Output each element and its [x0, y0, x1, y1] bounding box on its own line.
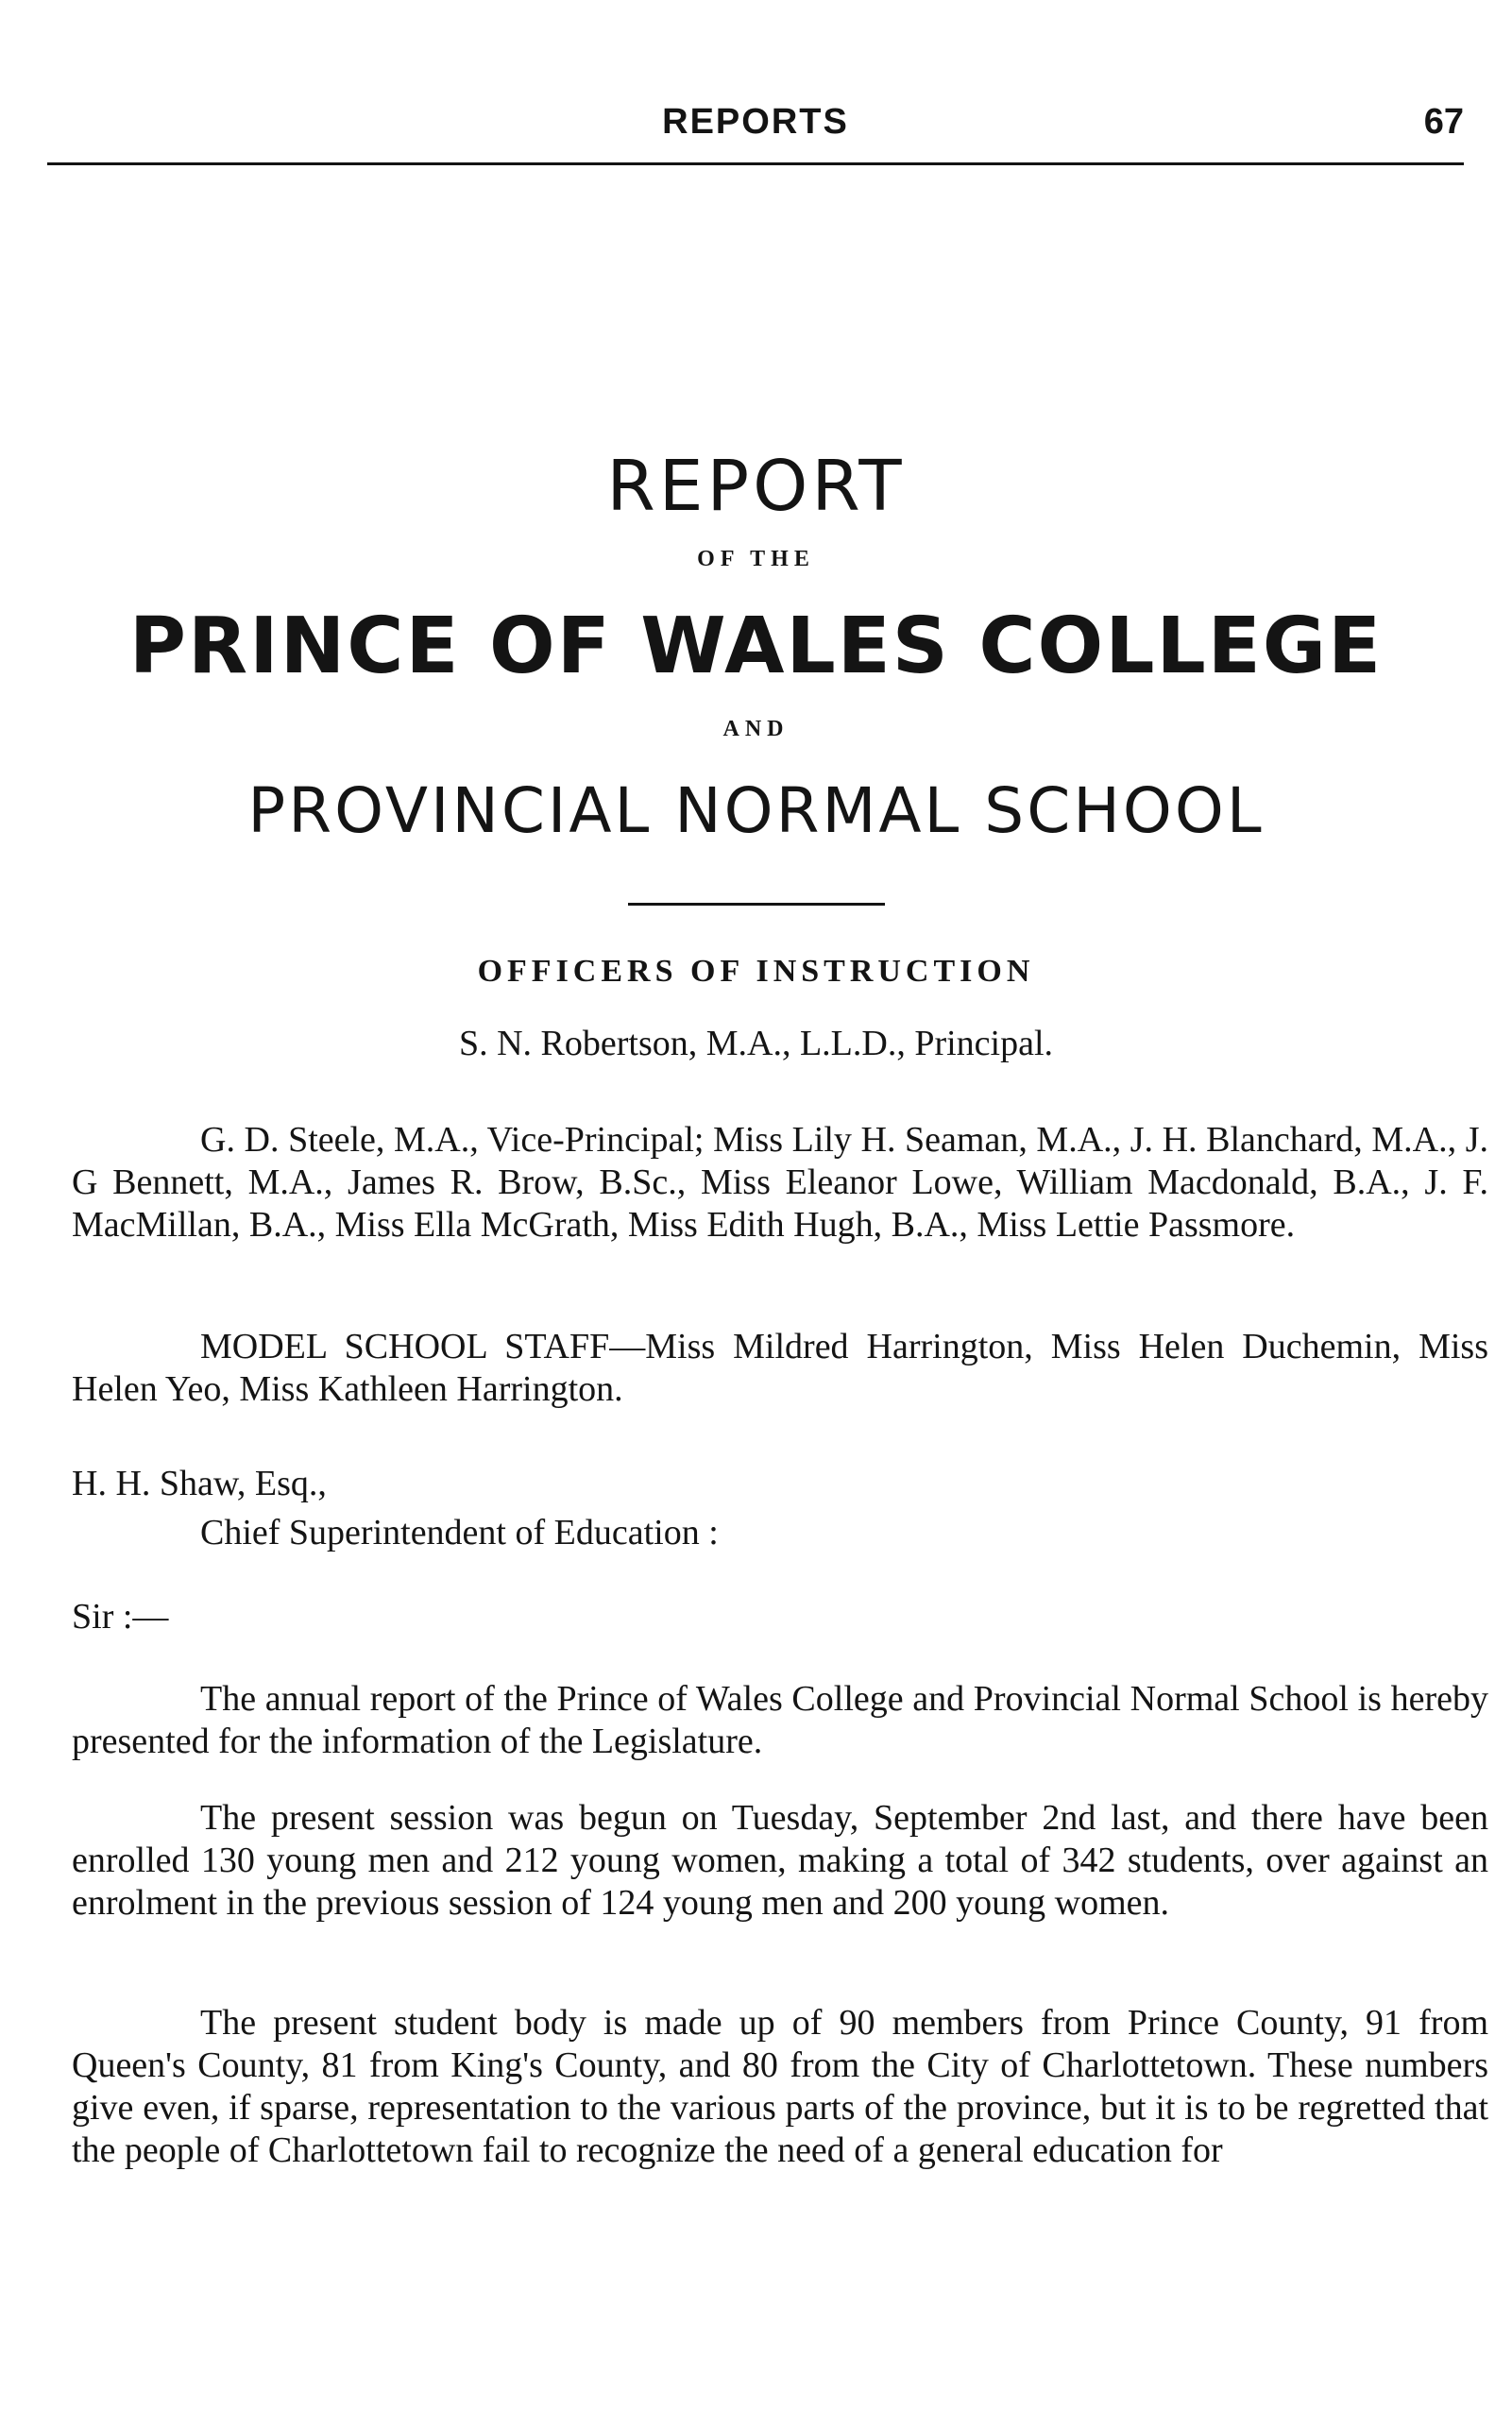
school-title: PROVINCIAL NORMAL SCHOOL — [247, 774, 1265, 847]
running-title: REPORTS — [662, 102, 849, 142]
addressee-name: H. H. Shaw, Esq., — [72, 1464, 327, 1503]
paragraph-text: The present session was begun on Tuesday, September 2nd last, and there have been enrolled 130 young men and 212 young women, making a total of 342 students, over against an enrolment in the previous session of 124 young men and 200 young women. — [72, 1798, 1488, 1923]
model-school-paragraph — [72, 1326, 1488, 1411]
staff-paragraph — [72, 1119, 1488, 1247]
model-school-text: MODEL SCHOOL STAFF—Miss Mildred Harrington, Miss Helen Duchemin, Miss Helen Yeo, Miss Kathleen Harrington. — [72, 1327, 1488, 1409]
header-rule — [47, 162, 1464, 165]
staff-text: G. D. Steele, M.A., Vice-Principal; Miss Lily H. Seaman, M.A., J. H. Blanchard, M.A., J. G Bennett, M.A., James R. Brow, B.Sc., Miss Eleanor Lowe, William Macdonald, B.A., J. F. MacMillan, B.A., Miss Ella McGrath, Miss Edith Hugh, B.A., Miss Lettie Passmore. — [72, 1120, 1488, 1245]
addressee-block — [72, 1459, 1488, 1557]
letter-paragraph — [72, 1678, 1488, 1763]
salutation-text: Sir :— — [72, 1597, 169, 1637]
running-header — [47, 102, 1464, 159]
page-number: 67 — [1423, 102, 1464, 142]
paragraph-text: The present student body is made up of 90 members from Prince County, 91 from Queen's County, 81 from King's County, and 80 from the City of Charlottetown. These numbers give even, if sparse, representation to the various parts of the province, but it is to be regretted that the people of Charlottetown fail to recognize the need of a general education for — [72, 2003, 1488, 2170]
officers-heading: OFFICERS OF INSTRUCTION — [477, 954, 1035, 989]
title-divider — [628, 903, 885, 906]
of-the-label: OF THE — [697, 547, 815, 571]
title-block — [0, 444, 1512, 1066]
addressee-title: Chief Superintendent of Education : — [200, 1513, 719, 1552]
paragraph-text: The annual report of the Prince of Wales College and Provincial Normal School is hereby presented for the information of the Legislature. — [72, 1679, 1488, 1761]
letter-paragraph — [72, 1797, 1488, 1925]
salutation — [72, 1596, 1488, 1638]
report-title: REPORT — [606, 446, 906, 527]
letter-paragraph — [72, 2002, 1488, 2172]
college-title: PRINCE OF WALES COLLEGE — [128, 602, 1384, 691]
principal-line: S. N. Robertson, M.A., L.L.D., Principal. — [458, 1024, 1054, 1063]
and-label: AND — [722, 717, 790, 741]
